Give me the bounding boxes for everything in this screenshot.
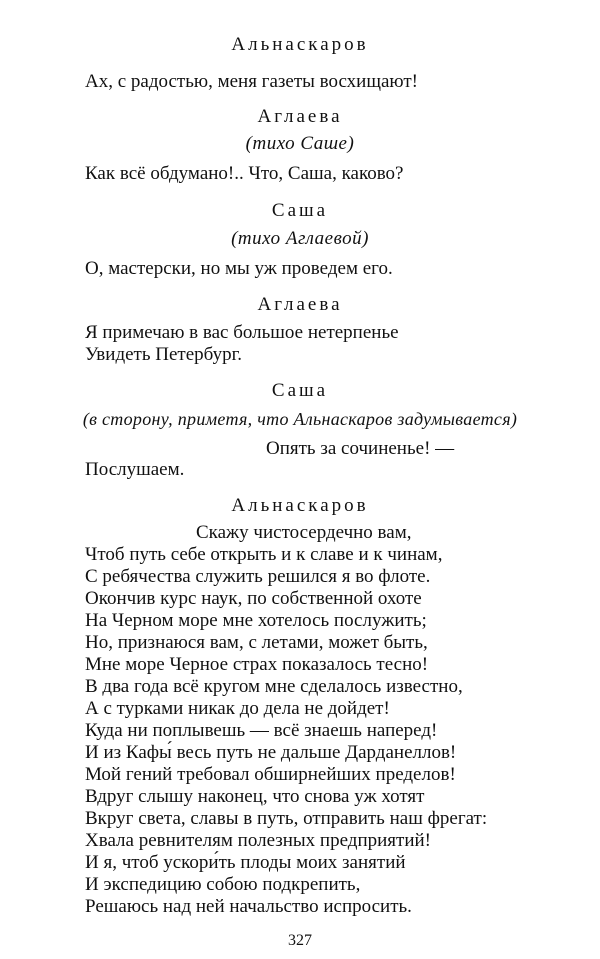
verse-line: Куда ни поплывешь — всё знаешь наперед! [85,720,438,741]
verse-line: И из Кафы́ весь путь не дальше Дарданеллов! [85,742,457,763]
speaker-name: Аглаева [257,294,343,315]
verse-line: Ах, с радостью, меня газеты восхищают! [85,71,418,92]
verse-line: Хвала ревнителям полезных предприятий! [85,830,431,851]
verse-line: И я, чтоб ускори́ть плоды моих занятий [85,852,406,873]
verse-line: И экспедицию собою подкрепить, [85,874,361,895]
stage-direction: (тихо Аглаевой) [231,228,369,249]
stage-direction: (тихо Саше) [245,133,355,154]
speaker-name: Альнаскаров [231,495,369,516]
verse-line: Мой гений требовал обширнейших пределов! [85,764,456,785]
verse-line: Но, признаюся вам, с летами, может быть, [85,632,428,653]
verse-line: Вдруг слышу наконец, что снова уж хотят [85,786,425,807]
speaker-name: Альнаскаров [231,34,369,55]
verse-line: Как всё обдумано!.. Что, Саша, каково? [85,163,404,184]
verse-line: О, мастерски, но мы уж проведем его. [85,258,393,279]
speaker-name: Аглаева [257,106,343,127]
speaker-name: Саша [271,200,329,221]
verse-line: Мне море Черное страх показалось тесно! [85,654,429,675]
stage-direction: (в сторону, приметя, что Альнаскаров задумывается) [82,409,518,429]
verse-line: Вкруг света, славы в путь, отправить наш фрегат: [85,808,488,829]
verse-line: Скажу чистосердечно вам, [196,522,412,543]
verse-line: Окончив курс наук, по собственной охоте [85,588,422,609]
verse-line: Решаюсь над ней начальство испросить. [85,896,412,917]
verse-line: С ребячества служить решился я во флоте. [85,566,431,587]
verse-line: А с турками никак до дела не дойдет! [85,698,390,719]
verse-line: Я примечаю в вас большое нетерпенье [85,322,399,343]
verse-line: Увидеть Петербург. [85,344,243,365]
verse-line: Чтоб путь себе открыть и к славе и к чинам, [85,544,443,565]
speaker-name: Саша [271,380,329,401]
verse-line: В два года всё кругом мне сделалось известно, [85,676,463,697]
page-number: 327 [288,932,312,949]
verse-line: На Черном море мне хотелось послужить; [85,610,427,631]
verse-line: Опять за сочиненье! — [266,438,455,459]
verse-line: Послушаем. [85,459,185,480]
